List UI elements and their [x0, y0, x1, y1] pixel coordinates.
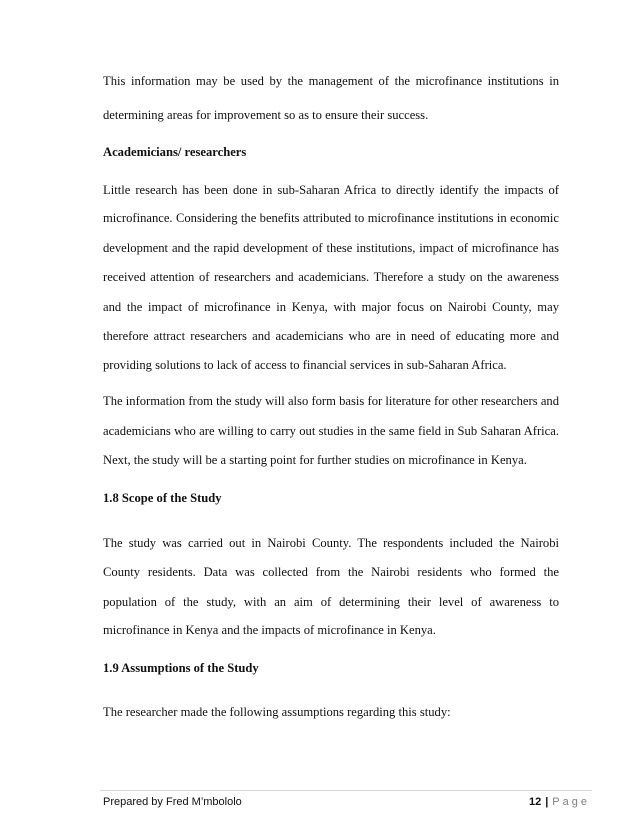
section-heading-assumptions: 1.9 Assumptions of the Study: [103, 661, 259, 675]
page-label: Page: [552, 796, 590, 808]
page-number: 12: [528, 796, 542, 808]
section-heading-scope: 1.8 Scope of the Study: [103, 491, 222, 505]
footer-separator: |: [545, 796, 549, 808]
paragraph-line: microfinance. Considering the benefits attributed to microfinance institutions in economic: [103, 211, 559, 225]
paragraph-line: microfinance in Kenya and the impacts of microfinance in Kenya.: [103, 623, 436, 637]
paragraph-line: population of the study, with an aim of determining their level of awareness to: [103, 595, 559, 609]
paragraph-line: therefore attract researchers and academicians who are in need of educating more and: [103, 329, 559, 343]
section-heading-academicians: Academicians/ researchers: [103, 145, 247, 159]
paragraph-line: providing solutions to lack of access to financial services in sub-Saharan Africa.: [103, 358, 507, 372]
footer-divider: [100, 790, 592, 791]
paragraph-line: County residents. Data was collected from the Nairobi residents who formed the: [103, 565, 559, 579]
paragraph-line: The information from the study will also form basis for literature for other researchers and: [103, 394, 559, 408]
footer-page-indicator: [529, 795, 590, 809]
paragraph-line: and the impact of microfinance in Kenya, with major focus on Nairobi County, may: [103, 300, 559, 314]
paragraph-line: received attention of researchers and academicians. Therefore a study on the awareness: [103, 270, 559, 284]
paragraph-line: Next, the study will be a starting point for further studies on microfinance in Kenya.: [103, 453, 527, 467]
paragraph-line: The study was carried out in Nairobi County. The respondents included the Nairobi: [103, 536, 559, 550]
paragraph-line: This information may be used by the management of the microfinance institutions in: [103, 74, 559, 88]
paragraph-line: development and the rapid development of these institutions, impact of microfinance has: [103, 241, 559, 255]
paragraph-line: determining areas for improvement so as to ensure their success.: [103, 108, 429, 122]
paragraph-line: Little research has been done in sub-Saharan Africa to directly identify the impacts of: [103, 183, 559, 197]
footer-author: Prepared by Fred M’mbololo: [103, 796, 242, 808]
paragraph-line: academicians who are willing to carry out studies in the same field in Sub Saharan Africa.: [103, 424, 559, 438]
paragraph-line: The researcher made the following assumptions regarding this study:: [103, 705, 451, 719]
